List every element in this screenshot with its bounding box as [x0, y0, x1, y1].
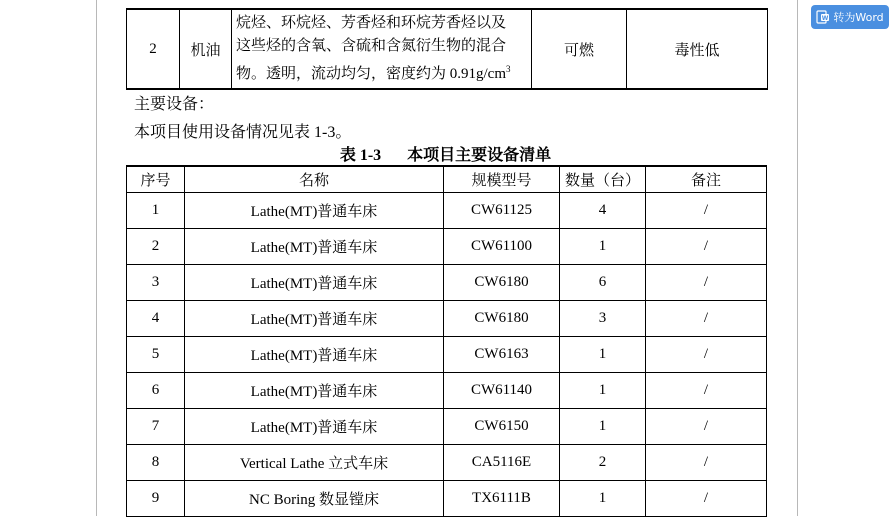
cell-note: /: [646, 192, 767, 228]
cell-model: CW6180: [444, 300, 560, 336]
caption-title: 本项目主要设备清单: [407, 147, 552, 164]
description-line-2: 这些烃的含氧、含硫和含氮衍生物的混合: [236, 38, 507, 54]
cell-no: 5: [127, 336, 185, 372]
table-row: [127, 300, 767, 336]
cell-model: TX6111B: [444, 480, 560, 516]
cell-no: 2: [127, 9, 180, 89]
cell-note: /: [646, 372, 767, 408]
table-caption: [0, 142, 891, 165]
cell-qty: 3: [560, 300, 646, 336]
cell-name: Lathe(MT)普通车床: [185, 300, 444, 336]
cell-no: 3: [127, 264, 185, 300]
header-name: 名称: [185, 166, 444, 192]
table-header-row: [127, 166, 767, 192]
caption-number: 表 1-3: [339, 147, 382, 164]
cell-qty: 1: [560, 480, 646, 516]
cell-note: /: [646, 480, 767, 516]
cell-model: CW61140: [444, 372, 560, 408]
cell-name: Lathe(MT)普通车床: [185, 372, 444, 408]
viewer-background-right: [797, 0, 891, 516]
table-row: [127, 408, 767, 444]
cell-model: CW61100: [444, 228, 560, 264]
viewer-background-left: [0, 0, 96, 516]
cell-name: Lathe(MT)普通车床: [185, 336, 444, 372]
cell-note: /: [646, 264, 767, 300]
equipment-table: [126, 165, 767, 517]
section-heading: 主要设备：: [134, 96, 215, 113]
cell-qty: 1: [560, 336, 646, 372]
table-row: [127, 228, 767, 264]
cell-no: 7: [127, 408, 185, 444]
table-row: [127, 9, 768, 89]
cell-no: 6: [127, 372, 185, 408]
cell-name: Lathe(MT)普通车床: [185, 192, 444, 228]
cell-note: /: [646, 408, 767, 444]
cell-qty: 1: [560, 228, 646, 264]
cell-name: NC Boring 数显镗床: [185, 480, 444, 516]
table-row: [127, 192, 767, 228]
cell-name: Lathe(MT)普通车床: [185, 408, 444, 444]
cell-toxicity: 毒性低: [627, 9, 768, 89]
word-document-icon: [816, 10, 830, 24]
cell-no: 8: [127, 444, 185, 480]
cell-qty: 6: [560, 264, 646, 300]
table-row: [127, 336, 767, 372]
cell-name: Lathe(MT)普通车床: [185, 264, 444, 300]
cell-no: 9: [127, 480, 185, 516]
cell-model: CW6163: [444, 336, 560, 372]
section-intro: 本项目使用设备情况见表 1-3。: [134, 124, 352, 141]
header-no: 序号: [127, 166, 185, 192]
cell-note: /: [646, 228, 767, 264]
cell-qty: 1: [560, 372, 646, 408]
cell-note: /: [646, 300, 767, 336]
materials-table-continued: [126, 8, 768, 90]
cell-no: 1: [127, 192, 185, 228]
svg-text:W: W: [822, 15, 829, 22]
convert-to-word-button[interactable]: [811, 5, 889, 29]
cell-name: Vertical Lathe 立式车床: [185, 444, 444, 480]
cell-model: CW6180: [444, 264, 560, 300]
cell-description: [232, 9, 532, 89]
cell-flammability: 可燃: [532, 9, 627, 89]
cell-qty: 1: [560, 408, 646, 444]
cell-qty: 4: [560, 192, 646, 228]
table-row: [127, 264, 767, 300]
table-row: [127, 444, 767, 480]
cell-model: CW61125: [444, 192, 560, 228]
header-model: 规模型号: [444, 166, 560, 192]
description-line-1: 烷烃、环烷烃、芳香烃和环烷芳香烃以及: [236, 15, 507, 31]
cell-note: /: [646, 336, 767, 372]
description-line-3: 物。透明，流动均匀，密度约为 0.91g/cm: [236, 66, 506, 82]
table-row: [127, 372, 767, 408]
cell-no: 4: [127, 300, 185, 336]
cell-model: CA5116E: [444, 444, 560, 480]
header-note: 备注: [646, 166, 767, 192]
convert-to-word-label: 转为Word: [833, 11, 884, 24]
header-qty: 数量（台）: [560, 166, 646, 192]
cell-qty: 2: [560, 444, 646, 480]
cell-no: 2: [127, 228, 185, 264]
cell-model: CW6150: [444, 408, 560, 444]
table-row: [127, 480, 767, 516]
cell-note: /: [646, 444, 767, 480]
cell-name: 机油: [180, 9, 232, 89]
superscript-3: 3: [506, 64, 511, 74]
cell-name: Lathe(MT)普通车床: [185, 228, 444, 264]
